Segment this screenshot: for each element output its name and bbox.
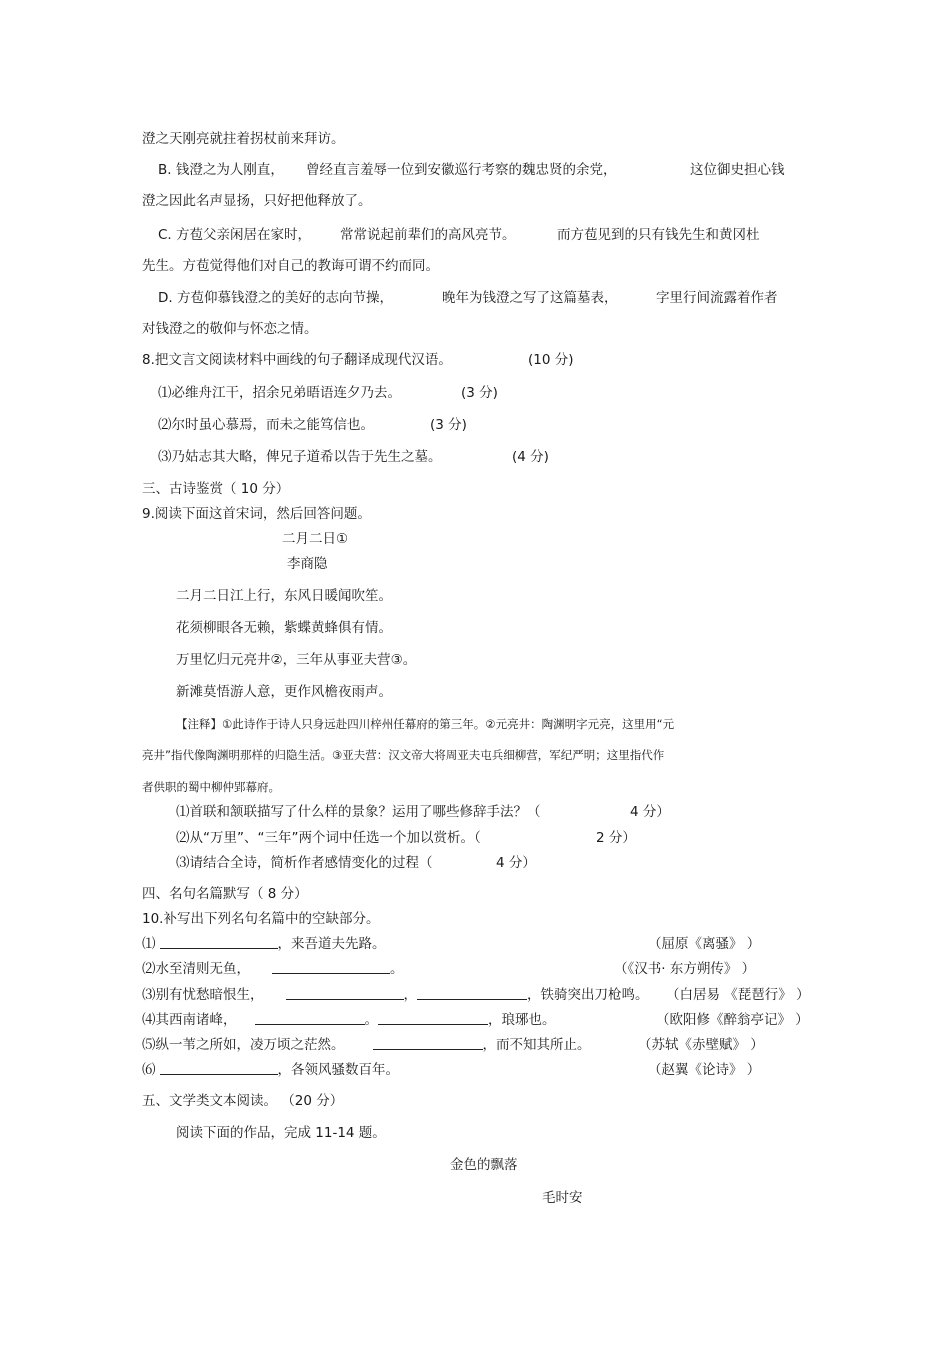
option-b-part1: B. 钱澄之为人刚直， <box>158 162 284 178</box>
fill-blank[interactable] <box>286 986 404 1000</box>
section-4-heading: 四、名句名篇默写（ 8 分） <box>142 886 308 902</box>
option-d-part3: 字里行间流露着作者 <box>656 290 778 306</box>
fill-blank[interactable] <box>417 986 527 1000</box>
fill-row-2-end: 。 <box>390 961 404 977</box>
section-5-intro: 阅读下面的作品，完成 11-14 题。 <box>176 1125 386 1141</box>
fill-row-5-tail: ，而不知其所止。 <box>482 1037 591 1053</box>
q8-sentence-2-score: (3 分) <box>430 417 467 433</box>
fill-row-2-source: （《汉书· 东方朔传》 ） <box>614 961 756 977</box>
fill-row-4-period: 。 <box>364 1012 378 1028</box>
fill-row-3-tail: ，铁骑突出刀枪鸣。 <box>527 987 649 1003</box>
section-5-heading: 五、文学类文本阅读。 （20 分） <box>142 1093 344 1109</box>
fill-row-1 <box>142 935 386 953</box>
fill-row-1-num: ⑴ <box>142 936 156 952</box>
fill-row-5-text: ⑸纵一苇之所如，凌万顷之茫然。 <box>142 1037 345 1053</box>
fill-row-4-text: ⑷其西南诸峰， <box>142 1012 237 1028</box>
section-3-heading: 三、古诗鉴赏（ 10 分） <box>142 481 290 497</box>
poem-line-3: 万里忆归元亮井②，三年从事亚夫营③。 <box>176 652 417 668</box>
fill-row-4-source: （欧阳修《醉翁亭记》 ） <box>656 1012 809 1028</box>
fill-row-4-tail: ，琅琊也。 <box>488 1012 556 1028</box>
option-b-line2: 澄之因此名声显扬，只好把他释放了。 <box>142 193 372 209</box>
fill-row-3-text: ⑶别有忧愁暗恨生， <box>142 987 264 1003</box>
annotation-line-1: 【注释】①此诗作于诗人只身远赴四川梓州任幕府的第三年。②元亮井：陶渊明字元亮，这里用“元 <box>176 717 675 731</box>
fill-row-3-source: （白居易 《琵琶行》 ） <box>666 987 810 1003</box>
q8-sentence-2: ⑵尔时虽心慕焉，而未之能笃信也。 <box>158 417 374 433</box>
fill-row-1-text: ，来吾道夫先路。 <box>277 936 386 952</box>
annotation-line-2: 亮井”指代像陶渊明那样的归隐生活。③亚夫营：汉文帝大将周亚夫屯兵细柳营，军纪严明；这里指代作 <box>142 748 665 762</box>
q9-part-2-score: 2 分） <box>596 830 636 846</box>
fill-row-6 <box>142 1061 399 1079</box>
fill-blank[interactable] <box>160 1061 278 1075</box>
option-d-line2: 对钱澄之的敬仰与怀恋之情。 <box>142 321 318 337</box>
q9-stem: 9.阅读下面这首宋词，然后回答问题。 <box>142 506 371 522</box>
option-c-part3: 而方苞见到的只有钱先生和黄冈杜 <box>557 227 760 243</box>
fill-blank[interactable] <box>378 1011 488 1025</box>
fill-row-6-source: （赵翼《论诗》 ） <box>648 1062 761 1078</box>
option-d-part2: 晚年为钱澄之写了这篇墓表， <box>442 290 618 306</box>
q9-part-3: ⑶请结合全诗，简析作者感情变化的过程（ <box>176 855 433 871</box>
q9-part-3-score: 4 分） <box>496 855 536 871</box>
option-c-part1: C. 方苞父亲闲居在家时， <box>158 227 312 243</box>
fill-row-6-text: ，各领风骚数百年。 <box>277 1062 399 1078</box>
q9-part-2: ⑵从“万里”、“三年”两个词中任选一个加以赏析。（ <box>176 830 481 846</box>
q9-part-1-score: 4 分） <box>630 804 670 820</box>
poem-line-4: 新滩莫悟游人意，更作风檐夜雨声。 <box>176 684 392 700</box>
fill-row-3 <box>142 986 649 1004</box>
q8-sentence-3-score: (4 分) <box>512 449 549 465</box>
fill-row-5 <box>142 1036 591 1054</box>
q8-sentence-1-score: (3 分) <box>461 385 498 401</box>
fill-row-2-text: ⑵水至清则无鱼， <box>142 961 250 977</box>
q9-part-1: ⑴首联和颔联描写了什么样的景象？运用了哪些修辞手法？（ <box>176 804 541 820</box>
poem-author: 李商隐 <box>287 556 328 572</box>
q8-sentence-1: ⑴必维舟江干，招余兄弟晤语连夕乃去。 <box>158 385 401 401</box>
fill-row-2 <box>142 960 404 978</box>
q8-sentence-3: ⑶乃姑志其大略，俾兄子道希以告于先生之墓。 <box>158 449 442 465</box>
essay-author: 毛时安 <box>542 1190 583 1206</box>
annotation-line-3: 者供职的蜀中柳仲郢幕府。 <box>142 780 280 794</box>
fill-blank[interactable] <box>272 960 390 974</box>
fill-row-1-source: （屈原《离骚》 ） <box>648 936 761 952</box>
option-b-part3: 这位御史担心钱 <box>690 162 785 178</box>
essay-title: 金色的飘落 <box>450 1157 518 1173</box>
q10-stem: 10.补写出下列名句名篇中的空缺部分。 <box>142 911 380 927</box>
option-b-part2: 曾经直言羞辱一位到安徽巡行考察的魏忠贤的余党， <box>306 162 617 178</box>
fill-row-3-comma: ， <box>403 987 417 1003</box>
fill-row-6-num: ⑹ <box>142 1062 156 1078</box>
fill-row-4 <box>142 1011 556 1029</box>
poem-line-1: 二月二日江上行，东风日暖闻吹笙。 <box>176 588 392 604</box>
option-d-part1: D. 方苞仰慕钱澄之的美好的志向节操， <box>158 290 393 306</box>
option-c-line2: 先生。方苞觉得他们对自己的教诲可谓不约而同。 <box>142 258 439 274</box>
option-c-part2: 常常说起前辈们的高风亮节。 <box>340 227 516 243</box>
q8-score: (10 分) <box>528 352 574 368</box>
fill-blank[interactable] <box>160 935 278 949</box>
poem-title: 二月二日① <box>282 531 349 547</box>
q8-stem: 8.把文言文阅读材料中画线的句子翻译成现代汉语。 <box>142 352 452 368</box>
para-line: 澄之天刚亮就拄着拐杖前来拜访。 <box>142 131 345 147</box>
poem-line-2: 花须柳眼各无赖，紫蝶黄蜂俱有情。 <box>176 620 392 636</box>
fill-blank[interactable] <box>255 1011 365 1025</box>
fill-blank[interactable] <box>373 1036 483 1050</box>
fill-row-5-source: （苏轼《赤壁赋》 ） <box>638 1037 764 1053</box>
